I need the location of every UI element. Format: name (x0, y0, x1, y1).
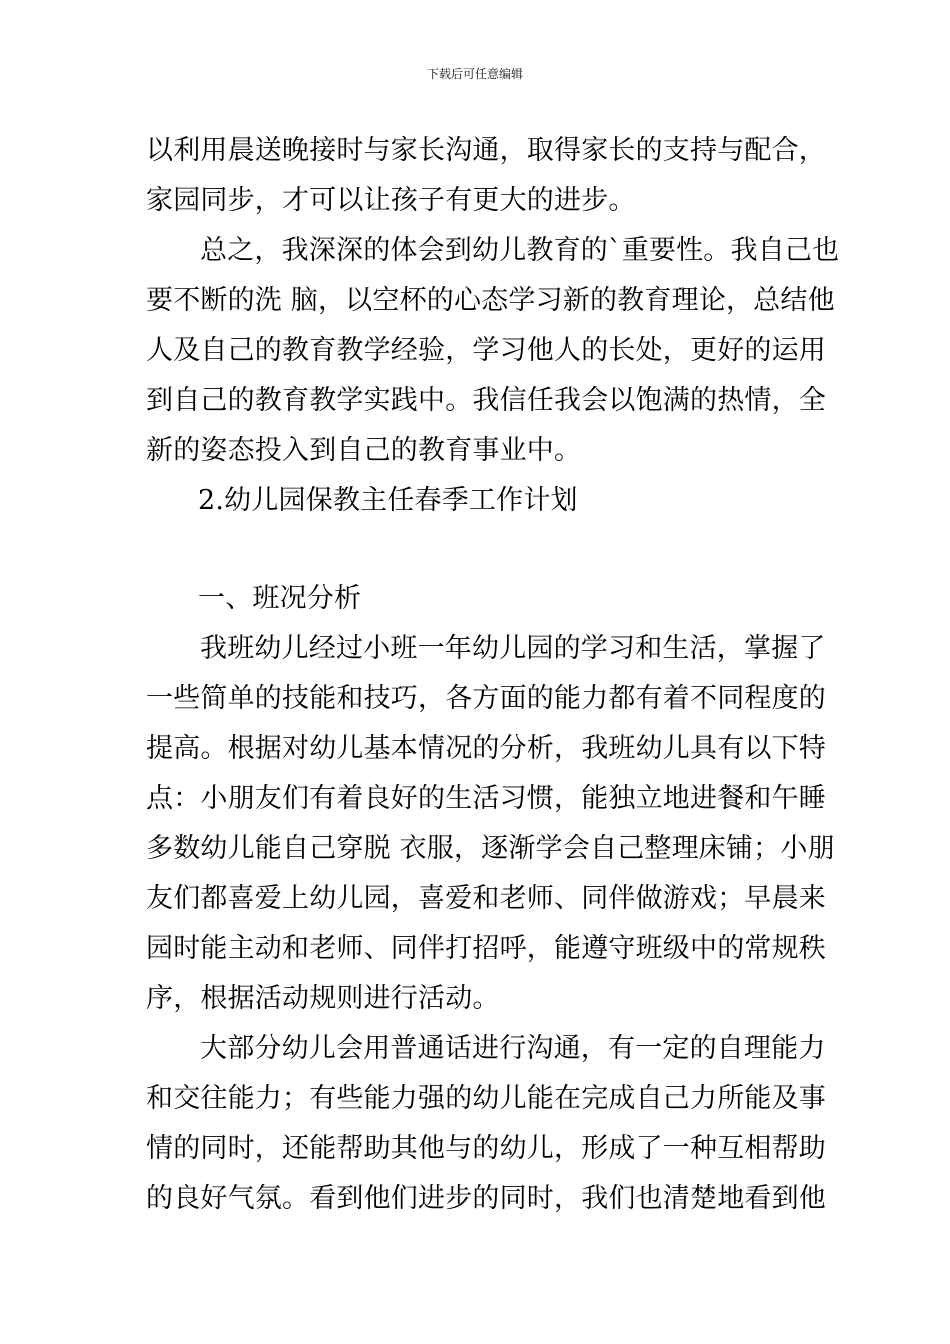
text-line: 多数幼儿能自己穿脱 衣服，逐渐学会自己整理床铺；小朋 (146, 833, 835, 864)
text-line: 大部分幼儿会用普通话进行沟通，有一定的自理能力 (200, 1033, 826, 1064)
text-line: 人及自己的教育教学经验，学习他人的长处，更好的运用 (146, 335, 826, 366)
page-header: 下载后可任意编辑 (426, 67, 523, 81)
text-line: 以利用晨送晚接时与家长沟通，取得家长的支持与配合， (146, 135, 826, 166)
text-line: 园时能主动和老师、同伴打招呼，能遵守班级中的常规秩 (146, 933, 826, 964)
section-heading: 2.幼儿园保教主任春季工作计划 (198, 485, 578, 516)
text-line: 家园同步，才可以让孩子有更大的进步。 (146, 185, 636, 216)
text-line: 和交往能力；有些能力强的幼儿能在完成自己力所能及事 (146, 1083, 826, 1114)
text-line: 一些简单的技能和技巧，各方面的能力都有着不同程度的 (146, 683, 826, 714)
text-line: 的良好气氛。看到他们进步的同时，我们也清楚地看到他 (146, 1183, 826, 1214)
text-line: 新的姿态投入到自己的教育事业中。 (146, 435, 582, 466)
text-line: 我班幼儿经过小班一年幼儿园的学习和生活，掌握了 (200, 633, 826, 664)
text-line: 点：小朋友们有着良好的生活习惯，能独立地进餐和午睡 (146, 783, 826, 814)
text-line: 总之，我深深的体会到幼儿教育的`重要性。我自己也 (200, 235, 840, 266)
text-line: 情的同时，还能帮助其他与的幼儿，形成了一种互相帮助 (146, 1133, 826, 1164)
text-line: 到自己的教育教学实践中。我信任我会以饱满的热情，全 (146, 385, 826, 416)
text-line: 友们都喜爱上幼儿园，喜爱和老师、同伴做游戏；早晨来 (146, 883, 826, 914)
section-heading: 一、班况分析 (198, 583, 362, 614)
text-line: 要不断的洗 脑，以空杯的心态学习新的教育理论，总结他 (146, 285, 835, 316)
text-line: 序，根据活动规则进行活动。 (146, 983, 500, 1014)
text-line: 提高。根据对幼儿基本情况的分析，我班幼儿具有以下特 (146, 733, 826, 764)
